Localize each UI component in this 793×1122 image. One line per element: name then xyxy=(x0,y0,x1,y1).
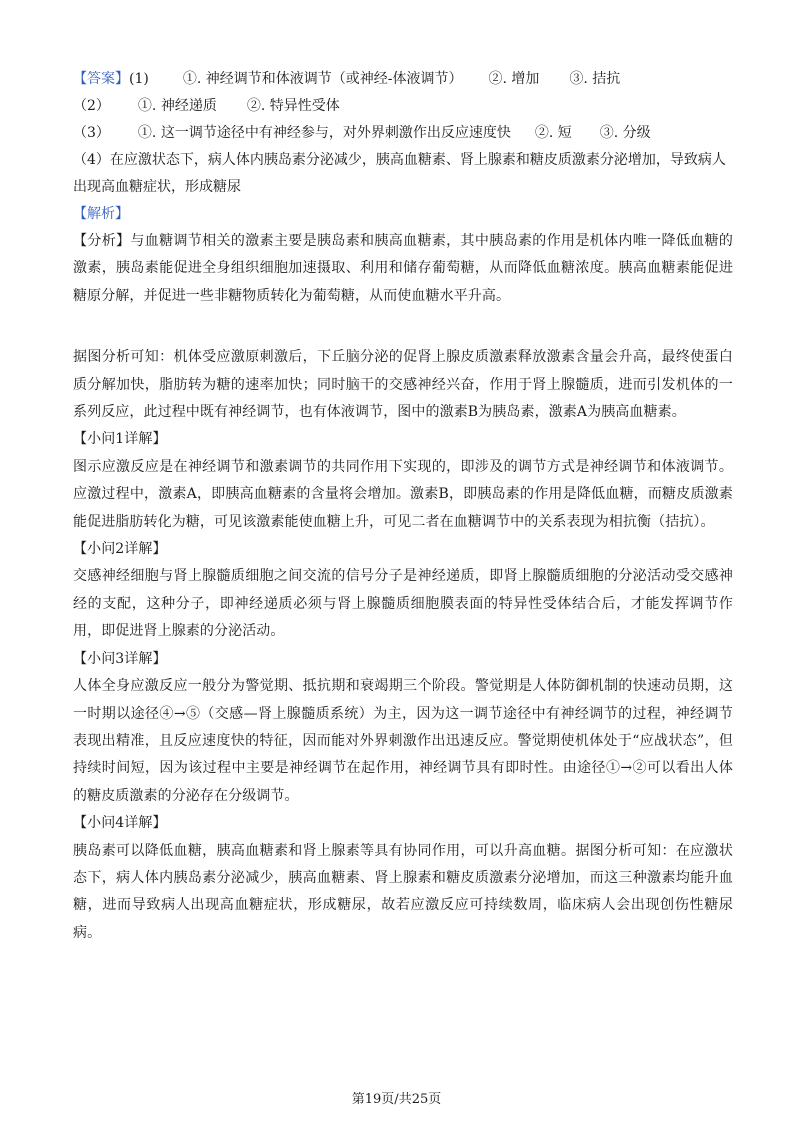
document-page xyxy=(73,66,733,947)
figure-analysis-paragraph: 据图分析可知：机体受应激原刺激后，下丘脑分泌的促肾上腺皮质激素释放激素含量会升高，最终使蛋白质分解加快，脂肪转为糖的速率加快；同时脑干的交感神经兴奋，作用于肾上腺髓质，进而引发机体的一系列反应，此过程中既有神经调节，也有体液调节，图中的激素B为胰岛素，激素A为胰高血糖素。 xyxy=(73,349,733,421)
q2-answer-a: ①. 神经递质 xyxy=(137,98,217,114)
q1-num: (1) xyxy=(129,71,149,87)
answer-q4-line2: 出现高血糖症状，形成糖尿 xyxy=(73,179,241,195)
q2-answer-b: ②. 特异性受体 xyxy=(246,98,340,114)
subquestion-2-explanation: 交感神经细胞与肾上腺髓质细胞之间交流的信号分子是神经递质，即肾上腺髓质细胞的分泌活动受交感神经的支配，这种分子，即神经递质必须与肾上腺髓质细胞膜表面的特异性受体结合后，才能发挥调节作用，即促进肾上腺素的分泌活动。 xyxy=(73,568,733,640)
q3-answer-b: ②. 短 xyxy=(534,125,572,141)
subquestion-3-heading: 【小问3详解】 xyxy=(73,650,167,667)
subquestion-4-explanation: 胰岛素可以降低血糖，胰高血糖素和肾上腺素等具有协同作用，可以升高血糖。据图分析可知：在应激状态下，病人体内胰岛素分泌减少，胰高血糖素、肾上腺素和糖皮质激素分泌增加，而这三种激素均能升血糖，进而导致病人出现高血糖症状，形成糖尿，故若应激反应可持续数周，临床病人会出现创伤性糖尿病。 xyxy=(73,842,733,941)
q3-num: （3） xyxy=(73,125,110,141)
answer-q1 xyxy=(73,66,733,93)
q1-answer-a: ①. 神经调节和体液调节（或神经-体液调节） xyxy=(182,71,463,87)
answer-q4-line1: （4）在应激状态下，病人体内胰岛素分泌减少，胰高血糖素、肾上腺素和糖皮质激素分泌增加，导致病人 xyxy=(73,152,726,168)
subquestion-2-heading: 【小问2详解】 xyxy=(73,541,167,558)
q2-num: （2） xyxy=(73,98,110,114)
answer-label: 【答案】 xyxy=(73,71,129,87)
q3-answer-c: ③. 分级 xyxy=(599,125,651,141)
answer-q2 xyxy=(73,93,733,120)
subquestion-3-explanation: 人体全身应激反应一般分为警觉期、抵抗期和衰竭期三个阶段。警觉期是人体防御机制的快速动员期，这一时期以途径④→⑤（交感—肾上腺髓质系统）为主，因为这一调节途径中有神经调节的过程，神经调节表现出精准，且反应速度快的特征，因而能对外界刺激作出迅速反应。警觉期使机体处于“应战状态”，但持续时间短，因为该过程中主要是神经调节在起作用，神经调节具有即时性。由途径①→②可以看出人体的糖皮质激素的分泌存在分级调节。 xyxy=(73,678,733,804)
answer-q3 xyxy=(73,120,733,147)
subquestion-1-heading: 【小问1详解】 xyxy=(73,431,167,448)
analysis-paragraph: 【分析】与血糖调节相关的激素主要是胰岛素和胰高血糖素，其中胰岛素的作用是机体内唯一降低血糖的激素，胰岛素能促进全身组织细胞加速摄取、利用和储存葡萄糖，从而降低血糖浓度。胰高血糖素能促进糖原分解，并促进一些非糖物质转化为葡萄糖，从而使血糖水平升高。 xyxy=(73,233,733,304)
q3-answer-a: ①. 这一调节途径中有神经参与，对外界刺激作出反应速度快 xyxy=(137,125,511,141)
analysis-label: 【解析】 xyxy=(73,206,129,222)
subquestion-1-explanation: 图示应激反应是在神经调节和激素调节的共同作用下实现的，即涉及的调节方式是神经调节和体液调节。应激过程中，激素A，即胰高血糖素的含量将会增加。激素B，即胰岛素的作用是降低血糖，而糖皮质激素能促进脂肪转化为糖，可见该激素能使血糖上升，可见二者在血糖调节中的关系表现为相抗衡（拮抗）。 xyxy=(73,458,733,530)
page-number: 第19页/共25页 xyxy=(351,1092,442,1107)
q1-answer-b: ②. 增加 xyxy=(488,71,540,87)
q1-answer-c: ③. 拮抗 xyxy=(569,71,621,87)
subquestion-4-heading: 【小问4详解】 xyxy=(73,815,167,832)
